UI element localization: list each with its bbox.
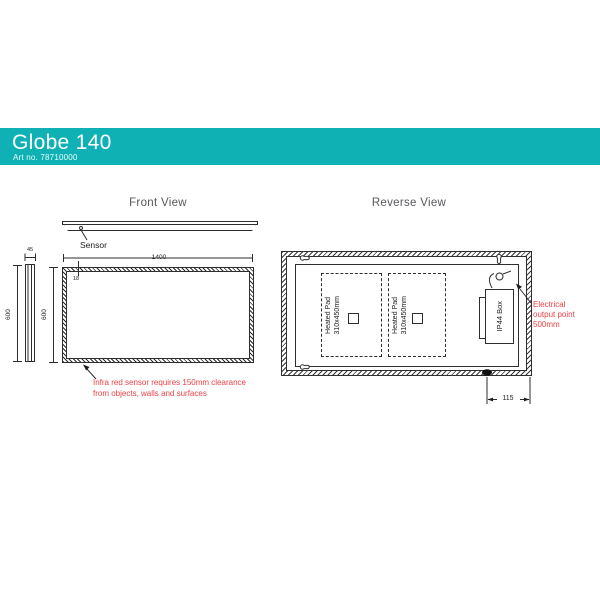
product-name: Globe 140 — [12, 131, 112, 154]
dim-side-height-line — [13, 265, 22, 362]
dim-depth-line — [25, 254, 36, 262]
keyhole-mounting-icon-top-right — [497, 254, 501, 263]
dim-depth-label: 45 — [26, 247, 34, 253]
reverse-view-title: Reverse View — [371, 197, 447, 209]
dim-cable-offset-line — [487, 377, 530, 404]
infrared-note-line2: from objects, walls and surfaces — [93, 389, 207, 398]
power-cable — [489, 271, 511, 288]
electrical-note-arrow — [516, 284, 531, 304]
dim-frame-inset-label: 18 — [73, 276, 80, 282]
electrical-note-line1: Electrical — [533, 300, 566, 309]
keyhole-mounting-icon-bottom-left — [300, 365, 309, 369]
heated-pad-1-size: 310x450mm — [333, 295, 341, 335]
dim-height-line — [49, 267, 58, 363]
article-number: Art no. 78710000 — [13, 153, 78, 162]
heated-pad-2-name: Heated Pad — [392, 296, 399, 334]
side-profile-inner-lines — [28, 265, 32, 361]
electrical-note-line2: output point — [533, 310, 575, 319]
dim-cable-offset-label: 115 — [502, 395, 514, 402]
dim-width-line — [64, 254, 253, 262]
dim-width-label: 1400 — [144, 254, 174, 263]
infrared-note-arrow — [83, 365, 96, 380]
infrared-note-line1: Infra red sensor requires 150mm clearance — [93, 378, 246, 387]
sensor-leader-line — [81, 230, 87, 240]
electrical-note-line3: 500mm — [533, 320, 560, 329]
sensor-label: Sensor — [80, 240, 107, 250]
dim-side-height-label: 600 — [5, 309, 12, 321]
ip44-box-label: IP44 Box — [494, 301, 504, 332]
keyhole-mounting-icon-top-left — [300, 256, 309, 260]
cable-exit-point — [482, 369, 492, 375]
dim-height-label: 600 — [41, 309, 48, 321]
front-view-title: Front View — [129, 197, 187, 209]
heated-pad-2-size: 310x450mm — [400, 295, 408, 335]
heated-pad-1-name: Heated Pad — [325, 296, 332, 334]
